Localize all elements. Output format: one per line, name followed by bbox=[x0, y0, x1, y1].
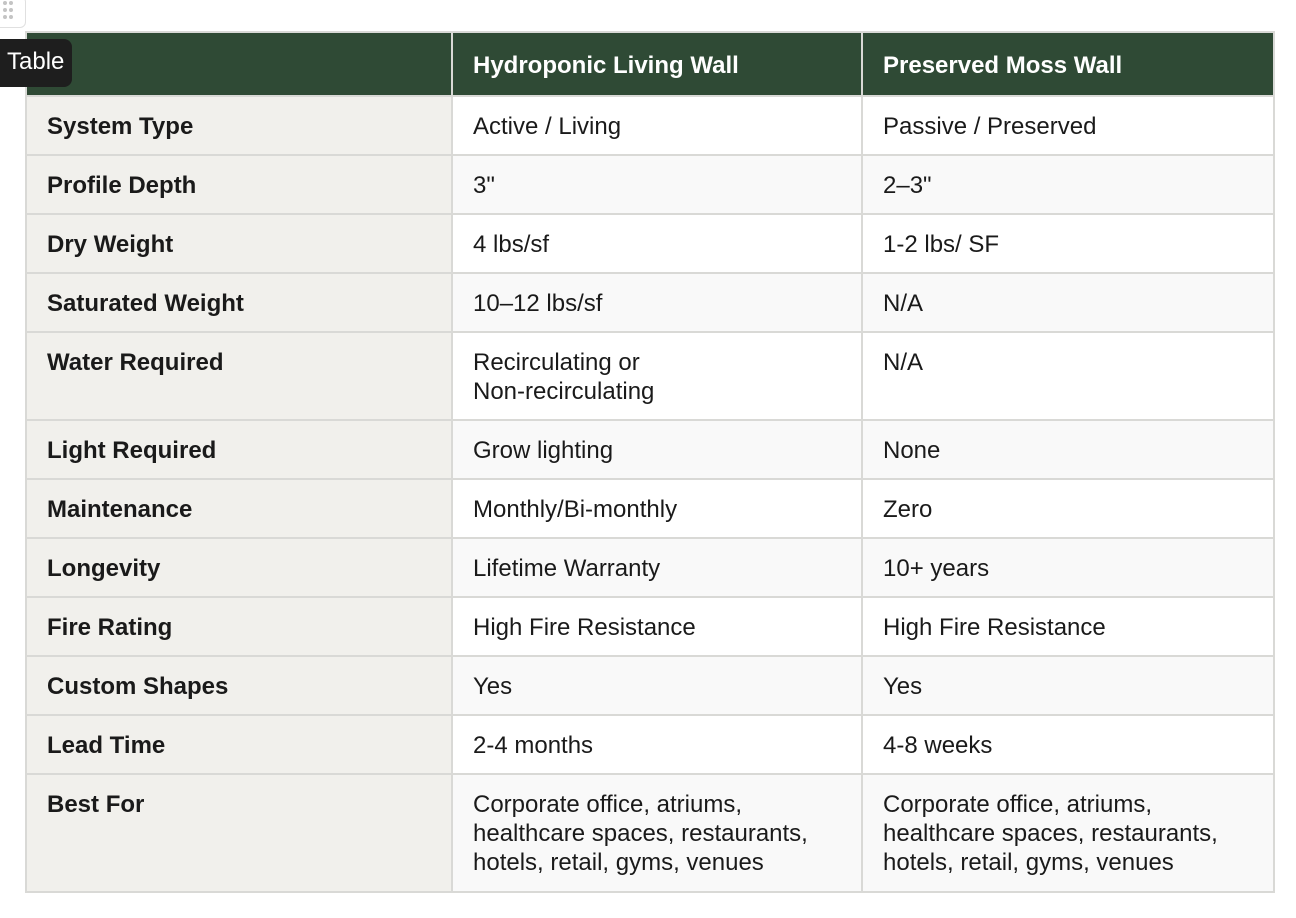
moss-cell: 4-8 weeks bbox=[862, 715, 1274, 774]
hydroponic-cell: 4 lbs/sf bbox=[452, 214, 862, 273]
comparison-table bbox=[25, 31, 1275, 893]
hydroponic-cell: 3" bbox=[452, 155, 862, 214]
row-label: Lead Time bbox=[26, 715, 452, 774]
comparison-table-container bbox=[25, 31, 1273, 893]
moss-cell: 10+ years bbox=[862, 538, 1274, 597]
row-label: Longevity bbox=[26, 538, 452, 597]
water-required-value: Recirculating or Non-recirculating bbox=[473, 349, 655, 405]
table-type-tag: Table bbox=[0, 39, 72, 87]
row-label: Saturated Weight bbox=[26, 273, 452, 332]
hydroponic-cell: High Fire Resistance bbox=[452, 597, 862, 656]
hydroponic-cell: Grow lighting bbox=[452, 420, 862, 479]
moss-cell: Corporate office, atriums, healthcare spaces, restaurants, hotels, retail, gyms, venues bbox=[862, 774, 1274, 892]
header-cell-hydroponic: Hydroponic Living Wall bbox=[452, 32, 862, 96]
row-label: Profile Depth bbox=[26, 155, 452, 214]
hydroponic-cell: Active / Living bbox=[452, 96, 862, 155]
moss-cell: None bbox=[862, 420, 1274, 479]
moss-cell: N/A bbox=[862, 332, 1274, 420]
hydroponic-cell bbox=[452, 332, 862, 420]
table-row bbox=[26, 656, 1274, 715]
row-label: Water Required bbox=[26, 332, 452, 420]
moss-cell: Yes bbox=[862, 656, 1274, 715]
table-row bbox=[26, 155, 1274, 214]
header-cell-moss: Preserved Moss Wall bbox=[862, 32, 1274, 96]
moss-cell: 1-2 lbs/ SF bbox=[862, 214, 1274, 273]
row-label: Dry Weight bbox=[26, 214, 452, 273]
row-label: Maintenance bbox=[26, 479, 452, 538]
row-label: Fire Rating bbox=[26, 597, 452, 656]
table-row bbox=[26, 96, 1274, 155]
hydroponic-cell: Lifetime Warranty bbox=[452, 538, 862, 597]
hydroponic-cell: Yes bbox=[452, 656, 862, 715]
table-row bbox=[26, 332, 1274, 420]
row-label: Light Required bbox=[26, 420, 452, 479]
table-row bbox=[26, 273, 1274, 332]
hydroponic-cell: Monthly/Bi-monthly bbox=[452, 479, 862, 538]
row-label: Custom Shapes bbox=[26, 656, 452, 715]
hydroponic-cell: 2-4 months bbox=[452, 715, 862, 774]
table-row bbox=[26, 479, 1274, 538]
table-row bbox=[26, 597, 1274, 656]
moss-cell: N/A bbox=[862, 273, 1274, 332]
moss-cell: Passive / Preserved bbox=[862, 96, 1274, 155]
row-label: System Type bbox=[26, 96, 452, 155]
hydroponic-cell: Corporate office, atriums, healthcare spaces, restaurants, hotels, retail, gyms, venues bbox=[452, 774, 862, 892]
table-row bbox=[26, 715, 1274, 774]
table-row bbox=[26, 774, 1274, 892]
moss-cell: High Fire Resistance bbox=[862, 597, 1274, 656]
hydroponic-cell: 10–12 lbs/sf bbox=[452, 273, 862, 332]
table-row bbox=[26, 214, 1274, 273]
drag-dots bbox=[3, 1, 13, 23]
drag-handle-icon[interactable] bbox=[0, 0, 26, 28]
row-label: Best For bbox=[26, 774, 452, 892]
table-row bbox=[26, 420, 1274, 479]
table-row bbox=[26, 538, 1274, 597]
header-row bbox=[26, 32, 1274, 96]
moss-cell: Zero bbox=[862, 479, 1274, 538]
moss-cell: 2–3" bbox=[862, 155, 1274, 214]
header-cell-empty bbox=[26, 32, 452, 96]
